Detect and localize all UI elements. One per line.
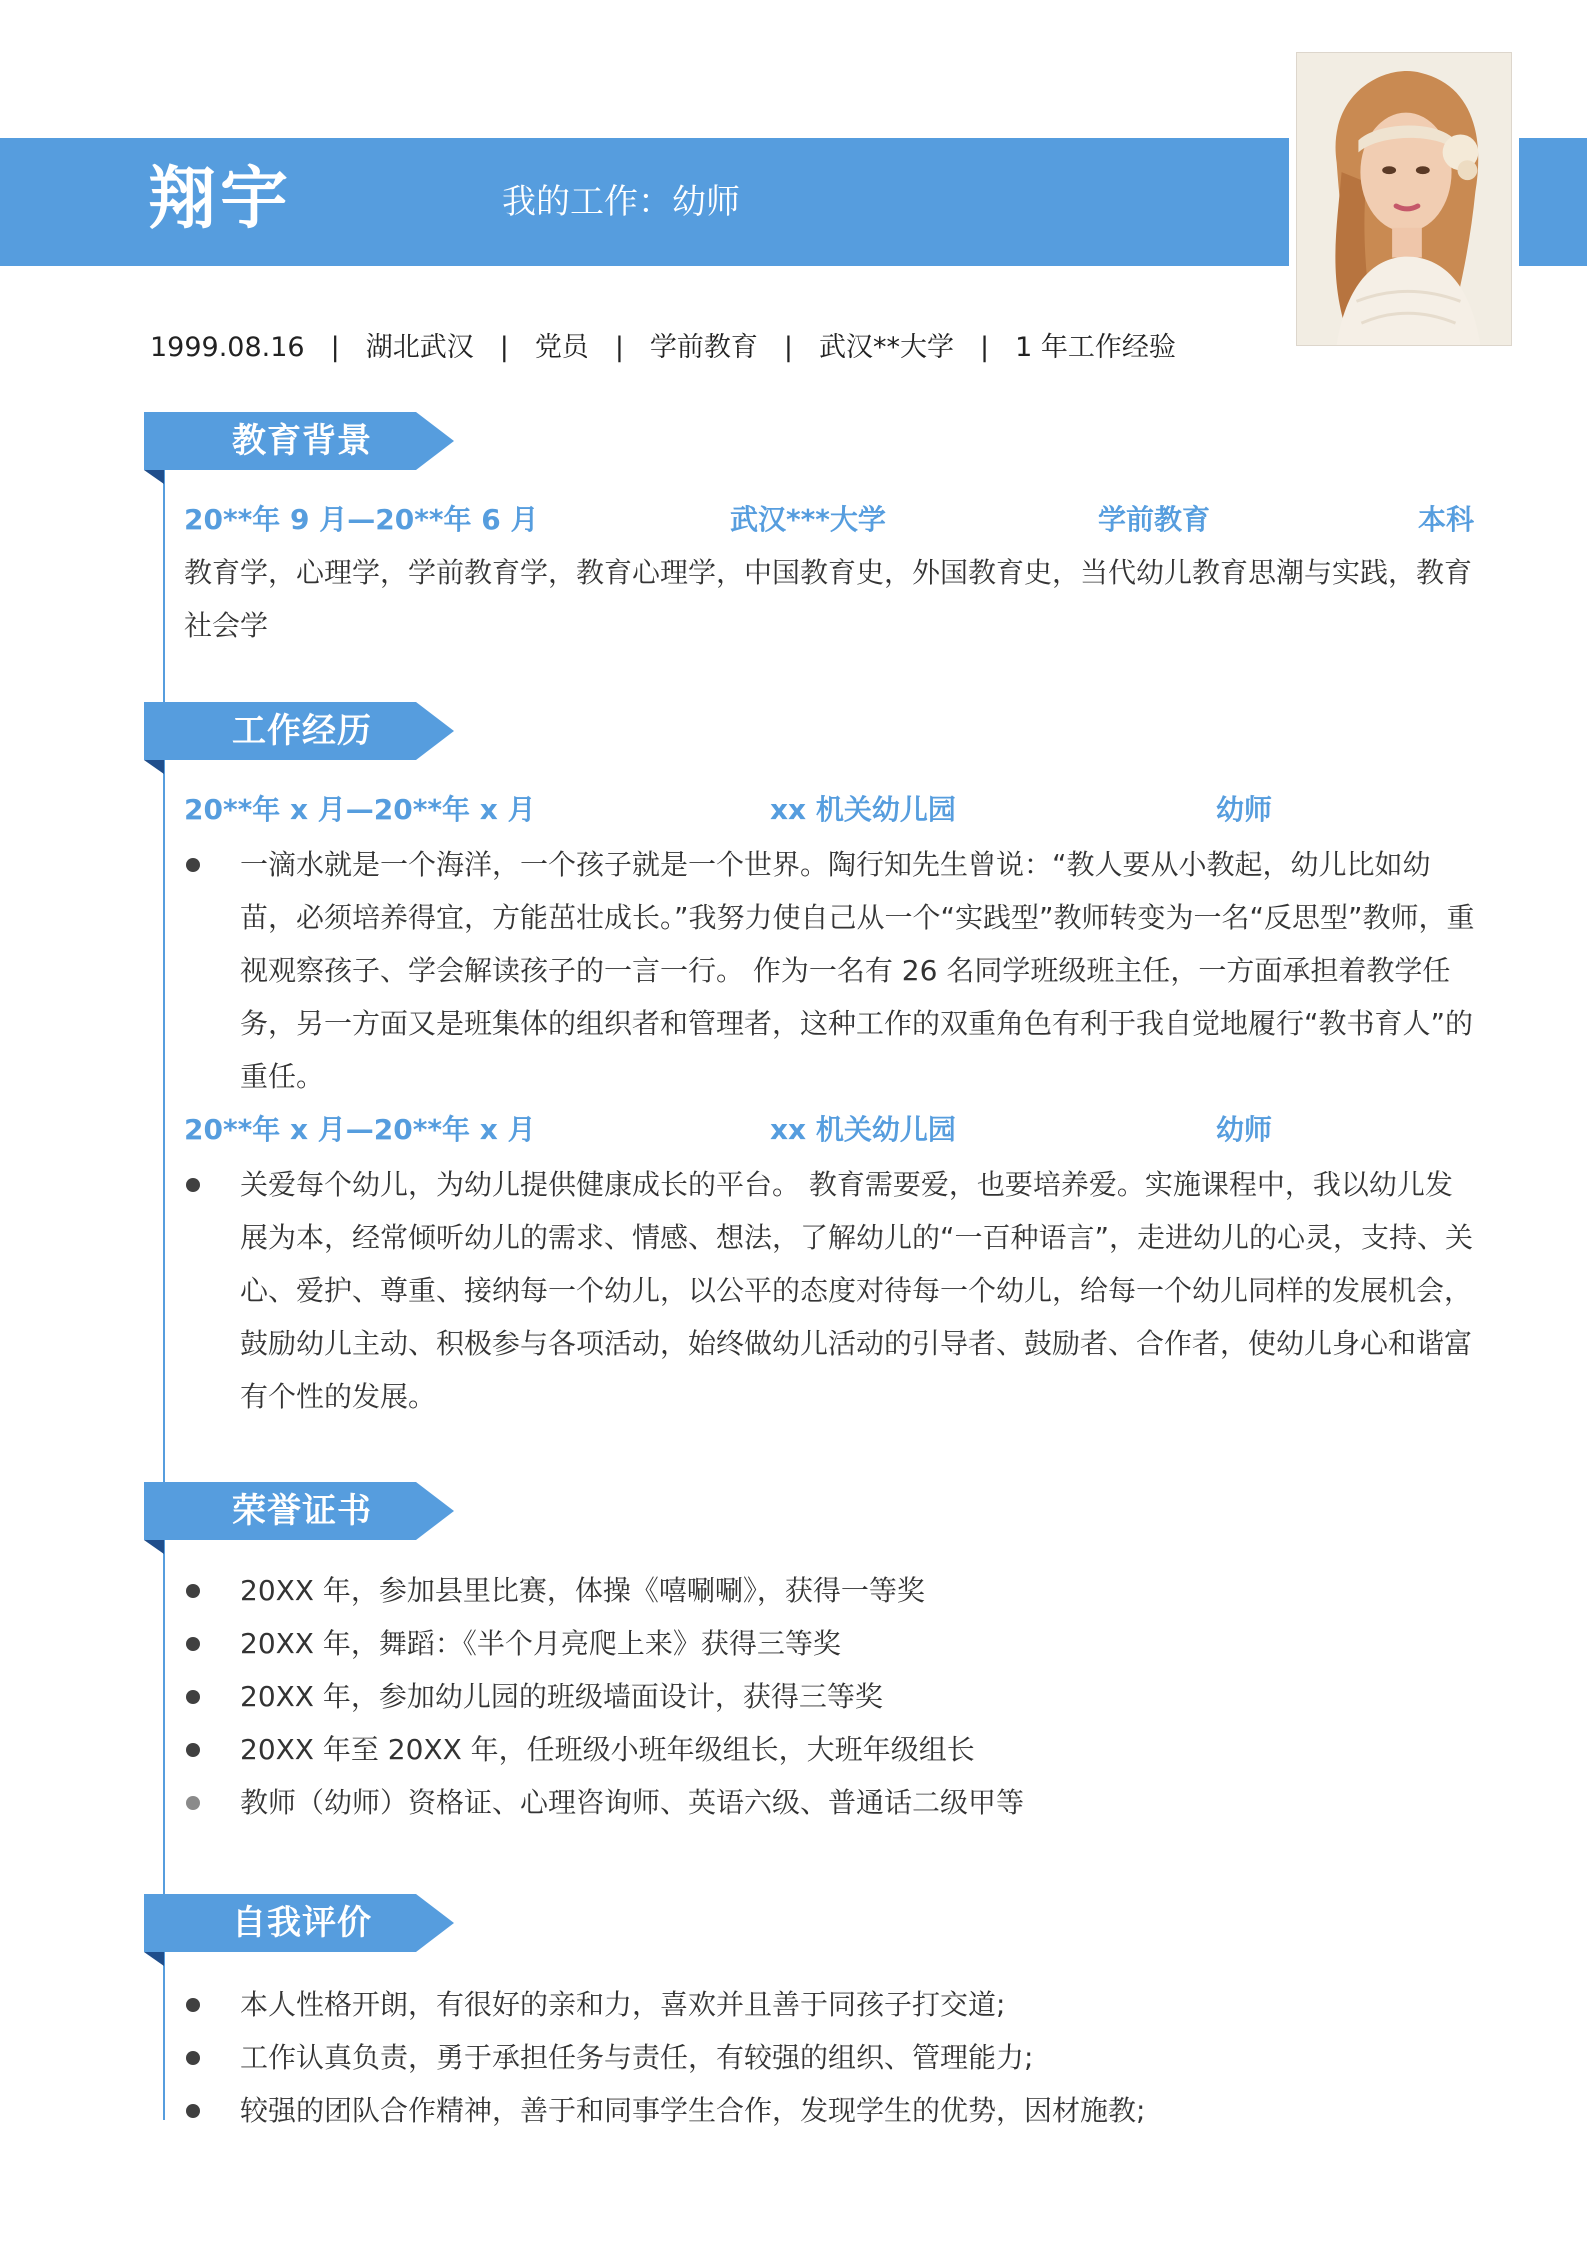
work-role: 幼师 [1216,793,1273,826]
self-evaluation-text: 本人性格开朗，有很好的亲和力，喜欢并且善于同孩子打交道; [240,1988,1006,2021]
info-separator: | [499,332,509,363]
section-header-honors [144,1482,454,1540]
header-band-right [1519,138,1587,266]
bullet-icon [186,2104,200,2118]
section-title: 教育背景 [232,421,372,461]
info-experience: 1 年工作经验 [1015,332,1176,363]
bullet-icon [186,1637,200,1651]
education-major: 学前教育 [1098,503,1211,536]
bullet-icon [186,1584,200,1598]
section-header-self-evaluation [144,1894,454,1952]
honor-text: 20XX 年，参加县里比赛，体操《嘻唰唰》，获得一等奖 [240,1574,925,1607]
info-political-status: 党员 [534,332,589,363]
work-org: xx 机关幼儿园 [770,793,956,826]
info-separator: | [614,332,624,363]
bullet-icon [186,1998,200,2012]
work-period: 20**年 x 月—20**年 x 月 [184,793,536,826]
section-title: 荣誉证书 [232,1491,372,1531]
info-birthdate: 1999.08.16 [150,332,305,363]
bullet-icon [186,858,200,872]
work-description: 一滴水就是一个海洋，一个孩子就是一个世界。陶行知先生曾说：“教人要从小教起，幼儿比如幼苗，必须培养得宜，方能茁壮成长。”我努力使自己从一个“实践型”教师转变为一名“反思型”教师，重视观察孩子、学会解读孩子的一言一行。 作为一名有 26 名同学班级班主任，一方面承担着教学任务，另一方面又是班集体的组织者和管理者，这种工作的双重角色有利于我自觉地履行“教书育人”的重任。 [240,848,1475,1093]
info-separator: | [980,332,990,363]
candidate-name: 翔宇 [148,160,293,239]
section-title: 自我评价 [232,1903,372,1943]
work-period: 20**年 x 月—20**年 x 月 [184,1113,536,1146]
info-school: 武汉**大学 [819,332,955,363]
education-courses: 教育学，心理学，学前教育学，教育心理学，中国教育史，外国教育史，当代幼儿教育思潮与实践，教育社会学 [184,556,1473,642]
info-separator: | [783,332,794,363]
job-title: 我的工作：幼师 [502,182,740,222]
work-role: 幼师 [1216,1113,1273,1146]
self-evaluation-text: 工作认真负责，勇于承担任务与责任，有较强的组织、管理能力; [240,2041,1034,2074]
section-title: 工作经历 [232,711,372,751]
profile-photo [1296,52,1512,346]
info-major: 学前教育 [649,332,758,363]
personal-info-row [150,328,1176,368]
honor-text: 教师（幼师）资格证、心理咨询师、英语六级、普通话二级甲等 [240,1786,1025,1819]
honor-text: 20XX 年，舞蹈：《半个月亮爬上来》获得三等奖 [240,1627,841,1660]
bullet-icon [186,1690,200,1704]
section-header-education [144,412,454,470]
bullet-icon [186,1178,200,1192]
info-separator: | [330,332,340,363]
info-hometown: 湖北武汉 [365,332,474,363]
education-degree: 本科 [1418,503,1475,536]
education-period: 20**年 9 月—20**年 6 月 [184,503,539,536]
section-tab-fold [144,470,164,484]
section-tab-fold [144,1952,164,1966]
bullet-icon [186,1796,200,1810]
honor-text: 20XX 年，参加幼儿园的班级墙面设计，获得三等奖 [240,1680,883,1713]
bullet-icon [186,2051,200,2065]
work-org: xx 机关幼儿园 [770,1113,956,1146]
honor-text: 20XX 年至 20XX 年，任班级小班年级组长，大班年级组长 [240,1733,975,1766]
work-description: 关爱每个幼儿，为幼儿提供健康成长的平台。 教育需要爱，也要培养爱。实施课程中，我以幼儿发展为本，经常倾听幼儿的需求、情感、想法，了解幼儿的“一百种语言”，走进幼儿的心灵，支持、关心、爱护、尊重、接纳每一个幼儿，以公平的态度对待每一个幼儿，给每一个幼儿同样的发展机会，鼓励幼儿主动、积极参与各项活动，始终做幼儿活动的引导者、鼓励者、合作者，使幼儿身心和谐富有个性的发展。 [240,1168,1474,1413]
bullet-icon [186,1743,200,1757]
section-tab-fold [144,760,164,774]
education-school: 武汉***大学 [730,503,886,536]
section-tab-fold [144,1540,164,1554]
self-evaluation-text: 较强的团队合作精神，善于和同事学生合作，发现学生的优势，因材施教; [240,2094,1146,2127]
section-header-work [144,702,454,760]
